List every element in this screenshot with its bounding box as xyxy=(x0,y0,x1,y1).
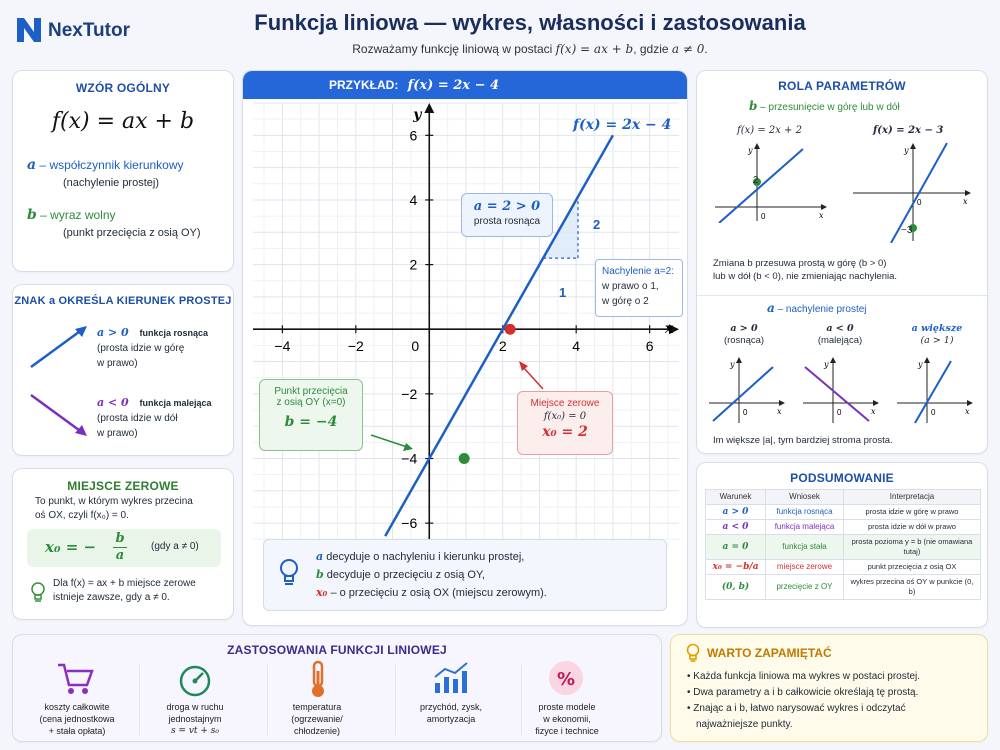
general-formula-card xyxy=(12,70,234,272)
a-symbol: a xyxy=(27,157,37,173)
info-b-sym: b xyxy=(316,568,324,581)
info-line1: decyduje o nachyleniu i kierunku prostej, xyxy=(326,551,525,563)
y-tick-label: 6 xyxy=(409,127,418,144)
graph1-title: f(x) = 2x + 2 xyxy=(737,125,802,136)
app-line: droga w ruchu xyxy=(166,702,224,712)
y-tick-label: −6 xyxy=(401,515,418,532)
summary-card xyxy=(696,462,988,628)
parameters-info-box xyxy=(263,539,667,611)
app-line: temperatura xyxy=(292,702,342,712)
app-line: koszty całkowite xyxy=(44,702,110,712)
nextutor-logo-icon xyxy=(14,14,44,46)
table-row xyxy=(706,575,981,600)
slope-explanation-box xyxy=(595,259,683,317)
app-models xyxy=(527,701,607,737)
graph2-intercept-label: −3 xyxy=(901,225,913,236)
summary-header-2: Interpretacja xyxy=(844,490,981,505)
mini-y-arrow xyxy=(754,143,760,149)
triangle-horizontal-label: 1 xyxy=(559,285,567,300)
rola-desc1: Zmiana b przesuwa prostą w górę (b > 0) xyxy=(713,258,887,269)
pos-desc2: w prawo) xyxy=(97,358,138,369)
summary-result: funkcja malejąca xyxy=(766,520,844,535)
sign-card xyxy=(12,284,234,456)
general-formula: f(x) = ax + b xyxy=(51,109,195,134)
summary-interp: prosta pozioma y = b (nie omawiana tutaj) xyxy=(844,535,981,560)
rola-b-dash: – xyxy=(760,102,766,113)
pp-val: b = −4 xyxy=(284,414,338,430)
table-row xyxy=(706,520,981,535)
parameters-role-card xyxy=(696,70,988,454)
zero-text2: oś OX, czyli f(x₀) = 0. xyxy=(35,510,129,521)
lightbulb-icon xyxy=(29,581,47,603)
case2-title: a < 0 xyxy=(826,323,854,334)
card-title: PODSUMOWANIE xyxy=(790,471,894,485)
rola-b-text: przesunięcie w górę lub w dół xyxy=(768,102,900,113)
remember-text: Znając a i b, łatwo narysować wykres i odczytać xyxy=(693,703,906,714)
thermometer-icon xyxy=(303,659,333,699)
slope-sub: prosta rosnąca xyxy=(473,216,541,227)
x-tick-label: 2 xyxy=(498,338,507,355)
mini-origin: 0 xyxy=(761,212,766,221)
subtitle-mid: , gdzie xyxy=(633,42,669,56)
card-title: WZÓR OGÓLNY xyxy=(75,81,171,95)
example-label: PRZYKŁAD: xyxy=(329,78,399,92)
mz-eq: f(x₀) = 0 xyxy=(543,411,587,422)
zero-text1: To punkt, w którym wykres przecina xyxy=(35,496,193,507)
pp-title1: Punkt przecięcia xyxy=(274,386,348,397)
speedometer-icon xyxy=(175,661,215,697)
example-card xyxy=(242,70,688,626)
mini-x-arrow xyxy=(965,190,971,196)
a-dash: – xyxy=(39,158,47,172)
zero-cond: (gdy a ≠ 0) xyxy=(151,541,199,552)
arrow-down-right-icon xyxy=(27,391,91,441)
remember-card xyxy=(670,634,988,742)
graph1-intercept-label: 2 xyxy=(753,175,759,186)
page-subtitle xyxy=(180,42,880,56)
mini-y-arrow xyxy=(830,357,836,363)
rola-desc2: lub w dół (b < 0), nie zmieniając nachylenia. xyxy=(713,271,898,282)
mini-graph-b-positive xyxy=(711,141,829,223)
app-costs xyxy=(37,701,117,737)
case1-title: a > 0 xyxy=(730,323,758,334)
mini-graph-a-negative xyxy=(799,355,881,425)
summary-result: miejsce zerowe xyxy=(766,560,844,575)
mini-y-arrow xyxy=(736,357,742,363)
mini-origin: 0 xyxy=(743,408,748,417)
mini-y-label: y xyxy=(730,360,735,369)
graph2-title: f(x) = 2x − 3 xyxy=(873,125,944,136)
summary-result: funkcja stała xyxy=(766,535,844,560)
app-line: fizyce i technice xyxy=(535,726,599,736)
app-line: w ekonomii, xyxy=(543,714,591,724)
x-tick-label: 4 xyxy=(572,338,581,355)
info-a-sym: a xyxy=(316,550,324,563)
summary-cond: a = 0 xyxy=(706,535,766,560)
mini-x-label: x xyxy=(871,407,876,416)
zero-point xyxy=(505,324,516,335)
zero-note1: Dla f(x) = ax + b miejsce zerowe xyxy=(53,578,196,589)
remember-text: Każda funkcja liniowa ma wykres w postaci prostej. xyxy=(693,671,921,682)
y-axis-arrow xyxy=(424,103,434,113)
card-title: ROLA PARAMETRÓW xyxy=(778,79,906,93)
y-intercept-box xyxy=(259,379,363,451)
app-line: proste modele xyxy=(538,702,596,712)
mini-x-label: x xyxy=(819,211,824,220)
mini-y-label: y xyxy=(748,146,753,155)
b-symbol: b xyxy=(27,207,37,223)
arrow-up-right-icon xyxy=(27,321,91,371)
summary-cond: x₀ = −b/a xyxy=(706,560,766,575)
svg-text:%: % xyxy=(556,669,576,690)
x-tick-label: 6 xyxy=(645,338,654,355)
a-sub: (nachylenie prostej) xyxy=(63,177,159,189)
summary-header-0: Warunek xyxy=(706,490,766,505)
page-title: Funkcja liniowa — wykres, własności i zastosowania xyxy=(254,10,806,35)
mini-y-label: y xyxy=(904,146,909,155)
neg-desc2: w prawo) xyxy=(97,428,138,439)
x-tick-label: −2 xyxy=(347,338,364,355)
remember-title: WARTO ZAPAMIĘTAĆ xyxy=(707,646,832,660)
mini-origin: 0 xyxy=(931,408,936,417)
y-tick-label: 2 xyxy=(409,256,418,273)
table-row xyxy=(706,505,981,520)
origin-label: 0 xyxy=(411,338,420,355)
nach-2: w górę o 2 xyxy=(602,296,649,307)
nach-1: w prawo o 1, xyxy=(602,281,659,292)
table-row xyxy=(706,535,981,560)
mini-x-arrow xyxy=(967,400,973,406)
summary-interp: prosta idzie w górę w prawo xyxy=(844,505,981,520)
app-line: przychód, zysk, xyxy=(419,702,483,712)
percent-icon xyxy=(547,659,585,697)
mini-graph-a-steep xyxy=(893,355,975,425)
y-axis-label: y xyxy=(413,107,422,123)
y-tick-label: −2 xyxy=(401,385,418,402)
mini-x-arrow xyxy=(821,204,827,210)
y-tick-label: −4 xyxy=(401,450,418,467)
y-intercept-point xyxy=(459,453,470,464)
subtitle-cond: a ≠ 0 xyxy=(671,42,705,56)
mini-x-label: x xyxy=(777,407,782,416)
neg-cond: a < 0 xyxy=(97,396,129,409)
summary-header-1: Wniosek xyxy=(766,490,844,505)
app-line: jednostajnym xyxy=(168,714,222,724)
nach-title: Nachylenie a=2: xyxy=(602,266,674,277)
x-tick-label: −4 xyxy=(274,338,291,355)
info-x0-sym: x₀ xyxy=(316,586,328,599)
mini-x-arrow xyxy=(779,400,785,406)
a-label: współczynnik kierunkowy xyxy=(49,158,184,172)
example-header xyxy=(243,71,687,99)
growth-chart-icon xyxy=(431,659,471,697)
mini-origin: 0 xyxy=(837,408,842,417)
zero-card xyxy=(12,468,234,620)
zero-formula-box xyxy=(27,529,221,567)
example-formula: f(x) = 2x − 4 xyxy=(407,78,500,93)
subtitle-end: . xyxy=(704,42,708,56)
app-line: + stała opłata) xyxy=(48,726,106,736)
slope-title: a = 2 > 0 xyxy=(473,199,541,214)
zero-point-box xyxy=(517,391,613,455)
triangle-vertical-label: 2 xyxy=(593,217,601,232)
app-line: (cena jednostkowa xyxy=(39,714,115,724)
mini-x-arrow xyxy=(873,400,879,406)
summary-result: przecięcie z OY xyxy=(766,575,844,600)
b-dash: – xyxy=(40,208,47,222)
y-tick-label: 4 xyxy=(409,191,418,208)
mini-graph-a-positive xyxy=(705,355,787,425)
remember-item: • Dwa parametry a i b całkowicie określają tę prostą. xyxy=(687,687,919,698)
card-title: MIEJSCE ZEROWE xyxy=(67,479,179,493)
rola-b-sym: b xyxy=(749,99,758,113)
app-line: chłodzenie) xyxy=(293,726,341,736)
rola-a-text: nachylenie prostej xyxy=(785,304,867,315)
frac-num: b xyxy=(113,531,127,548)
line-label: f(x) = 2x − 4 xyxy=(573,117,672,133)
remember-item: • Każda funkcja liniowa ma wykres w postaci prostej. xyxy=(687,671,921,682)
mz-title: Miejsce zerowe xyxy=(530,398,600,409)
remember-text: Dwa parametry a i b całkowicie określają tę prostą. xyxy=(693,687,919,698)
app-line: s = vt + s₀ xyxy=(170,726,220,736)
summary-result: funkcja rosnąca xyxy=(766,505,844,520)
app-line: (ogrzewanie/ xyxy=(291,714,343,724)
mini-x-label: x xyxy=(965,407,970,416)
frac-den: a xyxy=(115,548,125,563)
card-title: ZASTOSOWANIA FUNKCJI LINIOWEJ xyxy=(227,643,447,657)
neg-label: funkcja malejąca xyxy=(139,398,212,408)
case3-sub: (a > 1) xyxy=(920,335,954,346)
remember-item: • Znając a i b, łatwo narysować wykres i odczytać xyxy=(687,703,906,714)
neg-desc1: (prosta idzie w dół xyxy=(97,413,178,424)
b-sub: (punkt przecięcia z osią OY) xyxy=(63,227,201,239)
app-line: amortyzacja xyxy=(426,714,476,724)
pos-desc1: (prosta idzie w górę xyxy=(97,343,185,354)
lightbulb-icon xyxy=(685,643,701,663)
case3-title xyxy=(897,323,977,335)
rola-a-sym: a xyxy=(767,301,775,315)
subtitle-text: Rozważamy funkcję liniową w postaci xyxy=(352,42,553,56)
summary-interp: prosta idzie w dół w prawo xyxy=(844,520,981,535)
pos-label: funkcja rosnąca xyxy=(139,328,208,338)
b-label: wyraz wolny xyxy=(50,208,116,222)
subtitle-formula: f(x) = ax + b xyxy=(555,42,634,56)
pp-title2: z osią OY (x=0) xyxy=(276,397,346,408)
mini-y-label: y xyxy=(824,360,829,369)
lightbulb-icon xyxy=(278,558,300,588)
app-motion xyxy=(155,701,235,737)
app-temperature xyxy=(277,701,357,737)
table-row xyxy=(706,560,981,575)
mini-y-label: y xyxy=(918,360,923,369)
applications-card xyxy=(12,634,662,742)
case2-sub: (malejąca) xyxy=(817,335,863,346)
summary-cond: (0, b) xyxy=(706,575,766,600)
info-line3: – o przecięciu z osią OX (miejscu zerowym). xyxy=(330,587,547,599)
mini-y-arrow xyxy=(924,357,930,363)
slope-box xyxy=(461,193,553,237)
red-arrow-head xyxy=(519,361,528,371)
x-axis-label: x xyxy=(665,321,674,338)
zero-note2: istnieje zawsze, gdy a ≠ 0. xyxy=(53,592,170,603)
case3-title-text: a większe xyxy=(911,323,963,334)
summary-table xyxy=(705,489,981,600)
rola-a-dash: – xyxy=(777,304,784,315)
pos-cond: a > 0 xyxy=(97,326,129,339)
mz-val: x₀ = 2 xyxy=(542,424,588,440)
info-line2: decyduje o przecięciu z osią OY, xyxy=(326,569,485,581)
summary-cond: a > 0 xyxy=(706,505,766,520)
brand-logo xyxy=(14,14,154,46)
remember-item-cont: najważniejsze punkty. xyxy=(696,719,793,730)
zero-formula-lhs: x₀ = − xyxy=(45,538,97,556)
summary-interp: punkt przecięcia z osią OX xyxy=(844,560,981,575)
rola-foot: Im większe |a|, tym bardziej stroma prosta. xyxy=(713,435,893,446)
summary-interp: wykres przecina oś OY w punkcie (0, b) xyxy=(844,575,981,600)
mini-x-label: x xyxy=(963,197,968,206)
mini-origin: 0 xyxy=(917,198,922,207)
card-title: ZNAK a OKREŚLA KIERUNEK PROSTEJ xyxy=(14,295,232,307)
green-arrow xyxy=(371,435,407,447)
app-revenue xyxy=(411,701,491,725)
shopping-cart-icon xyxy=(55,661,95,697)
summary-cond: a < 0 xyxy=(706,520,766,535)
brand-name: NexTutor xyxy=(48,20,130,41)
mini-y-arrow xyxy=(910,143,916,149)
case1-sub: (rosnąca) xyxy=(723,335,765,346)
